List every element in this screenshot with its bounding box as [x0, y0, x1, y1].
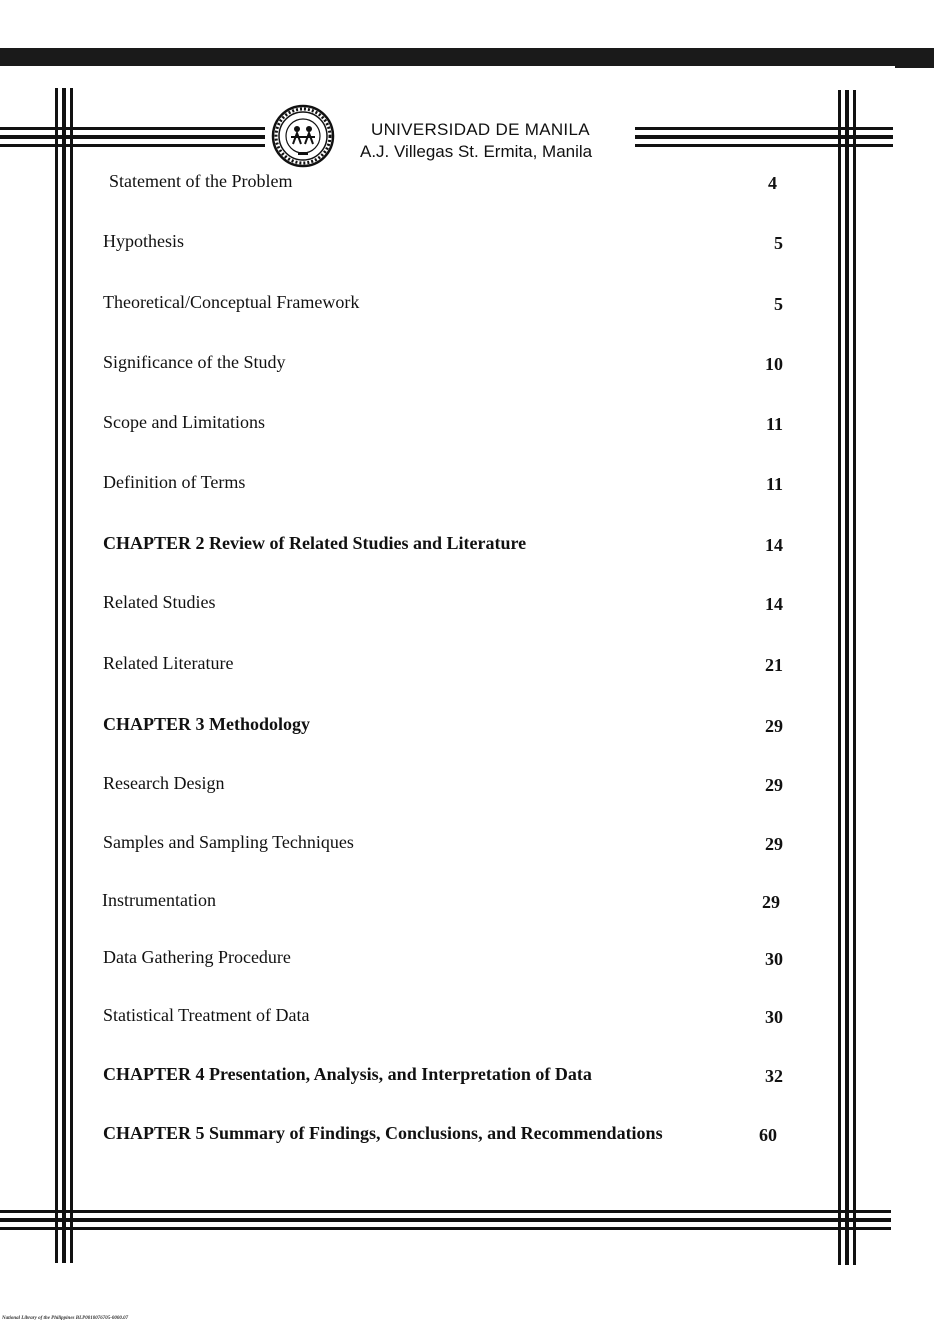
toc-row: [103, 472, 783, 496]
toc-row: [103, 832, 783, 856]
bottom-border-line: [0, 1227, 891, 1230]
toc-entry-title: Scope and Limitations: [103, 412, 265, 432]
toc-entry-page: 30: [765, 949, 783, 969]
toc-row: [103, 592, 783, 616]
toc-row: [103, 773, 783, 797]
right-border-line: [845, 90, 849, 1265]
toc-entry-title: Statement of the Problem: [109, 171, 293, 191]
toc-entry-page: 30: [765, 1007, 783, 1027]
toc-entry-page: 11: [765, 414, 783, 434]
university-seal-icon: [271, 104, 335, 168]
toc-chapter-row: [103, 1123, 777, 1147]
right-border-line: [838, 90, 841, 1265]
bottom-border-line: [0, 1218, 891, 1222]
toc-entry-title: Data Gathering Procedure: [103, 947, 291, 967]
toc-entry-title: CHAPTER 5 Summary of Findings, Conclusions, and Recommendations: [103, 1123, 663, 1143]
toc-entry-page: 29: [765, 834, 783, 854]
toc-entry-page: 29: [765, 716, 783, 736]
toc-row: [103, 292, 783, 316]
left-border-line: [70, 88, 73, 1263]
bottom-border-line: [0, 1210, 891, 1213]
top-scan-bar: [0, 48, 934, 68]
top-scan-bar-edge: [0, 66, 895, 72]
toc-row: [103, 412, 783, 436]
toc-entry-title: Definition of Terms: [103, 472, 246, 492]
toc-row: [102, 890, 780, 914]
toc-entry-page: 5: [774, 233, 783, 253]
left-border-line: [62, 88, 66, 1263]
toc-entry-page: 29: [762, 892, 780, 912]
university-address: A.J. Villegas St. Ermita, Manila: [360, 142, 593, 161]
toc-row: [103, 352, 783, 376]
toc-entry-page: 5: [774, 294, 783, 314]
toc-row: [103, 1005, 783, 1029]
university-name: UNIVERSIDAD DE MANILA: [371, 120, 590, 139]
toc-chapter-row: [103, 714, 783, 738]
toc-entry-page: 60: [759, 1125, 777, 1145]
left-border-line: [55, 88, 58, 1263]
toc-entry-title: CHAPTER 4 Presentation, Analysis, and Interpretation of Data: [103, 1064, 592, 1084]
toc-entry-page: 11: [765, 474, 783, 494]
toc-entry-title: Related Studies: [103, 592, 216, 612]
toc-entry-page: 4: [768, 173, 777, 193]
toc-entry-title: CHAPTER 2 Review of Related Studies and Literature: [103, 533, 527, 553]
right-border-line: [853, 90, 856, 1265]
toc-row: [109, 171, 777, 195]
toc-row: [103, 231, 783, 255]
toc-chapter-row: [103, 1064, 783, 1088]
toc-entry-page: 32: [765, 1066, 783, 1086]
toc-entry-title: Statistical Treatment of Data: [103, 1005, 310, 1025]
toc-entry-title: Research Design: [103, 773, 225, 793]
toc-entry-title: Theoretical/Conceptual Framework: [103, 292, 360, 312]
toc-entry-page: 21: [765, 655, 783, 675]
toc-chapter-row: [103, 533, 783, 557]
toc-entry-title: CHAPTER 3 Methodology: [103, 714, 310, 734]
toc-entry-title: Samples and Sampling Techniques: [103, 832, 354, 852]
toc-row: [103, 653, 783, 677]
toc-entry-title: Hypothesis: [103, 231, 184, 251]
toc-row: [103, 947, 783, 971]
toc-entry-title: Significance of the Study: [103, 352, 286, 372]
letterhead: [265, 100, 635, 168]
toc-entry-page: 14: [765, 535, 783, 555]
toc-entry-page: 14: [765, 594, 783, 614]
toc-entry-title: Instrumentation: [102, 890, 216, 910]
scan-footer-note: National Library of the Philippines BLP0010076705-0000.07: [2, 1316, 129, 1321]
toc-entry-page: 10: [765, 354, 783, 374]
toc-entry-title: Related Literature: [103, 653, 234, 673]
toc-entry-page: 29: [765, 775, 783, 795]
